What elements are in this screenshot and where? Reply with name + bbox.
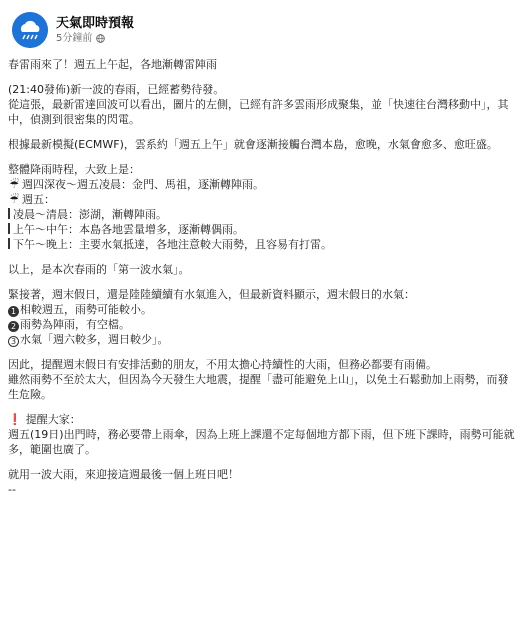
post-headline: 春雷雨來了！週五上午起，各地漸轉雷陣雨 bbox=[8, 58, 217, 71]
schedule-subitem-text: 上午～中午：本島各地雲量增多，逐漸轉偶雨。 bbox=[13, 223, 244, 236]
schedule-subitem bbox=[8, 237, 518, 252]
avatar[interactable] bbox=[12, 12, 48, 48]
text-line: (21:40發佈)新一波的春雨，已經蓄勢待發。 bbox=[8, 83, 225, 96]
timestamp-row bbox=[56, 32, 134, 46]
paragraph-closing bbox=[8, 467, 518, 497]
schedule-subitem bbox=[8, 222, 518, 237]
page-name-link[interactable]: 天氣即時預報 bbox=[56, 15, 135, 31]
bullet-bar bbox=[8, 223, 10, 234]
bullet-bar bbox=[8, 208, 10, 219]
reminder-title: 提醒大家： bbox=[25, 413, 81, 426]
text-line: 因此，提醒週末假日有安排活動的朋友，不用太擔心持續性的大雨，但務必都要有雨備。 bbox=[8, 358, 437, 371]
paragraph-radar bbox=[8, 82, 518, 127]
weekend-item bbox=[8, 332, 518, 347]
weekend-item bbox=[8, 302, 518, 317]
weather-cloud-rain-icon bbox=[12, 12, 48, 48]
text-line: 雖然雨勢不至於太大，但因為今天發生大地震，提醒「盡可能避免上山」，以免土石鬆動加上雨勢，而發生危險。 bbox=[8, 373, 509, 401]
number-badge: 3 bbox=[8, 336, 19, 347]
paragraph-reminder-weekend bbox=[8, 357, 518, 402]
weekend-item bbox=[8, 317, 518, 332]
reminder-text: 週五(19日)出門時，務必要帶上雨傘，因為上班上課還不定每個地方都下雨，但下班下課時，雨勢可能就多，範圍也廣了。 bbox=[8, 428, 515, 456]
exclamation-icon: ❗ bbox=[8, 413, 22, 426]
schedule-item bbox=[8, 192, 518, 207]
cloud-rain-icon: ☔ bbox=[9, 193, 19, 206]
weekend-item-text: 相較週五，雨勢可能較小。 bbox=[20, 303, 152, 316]
cloud-rain-icon: ☔ bbox=[9, 178, 19, 191]
globe-icon[interactable] bbox=[96, 34, 105, 43]
paragraph-reminder bbox=[8, 412, 518, 457]
weekend-item-text: 雨勢為陣雨，有空檔。 bbox=[20, 318, 130, 331]
timestamp-link[interactable]: 5分鐘前 bbox=[56, 32, 93, 44]
closing-text: 就用一波大雨，來迎接這週最後一個上班日吧！ bbox=[8, 468, 239, 481]
post-header bbox=[12, 8, 134, 52]
bullet-bar bbox=[8, 238, 10, 249]
schedule-item bbox=[8, 177, 518, 192]
schedule-subitem bbox=[8, 207, 518, 222]
schedule-intro: 整體降雨時程，大致上是： bbox=[8, 163, 140, 176]
post-body bbox=[8, 57, 518, 507]
paragraph-model: 根據最新模擬(ECMWF)，雲系約「週五上午」就會逐漸接觸台灣本島，愈晚，水氣會愈多、愈旺盛。 bbox=[8, 138, 498, 151]
weekend-intro: 緊接著，週末假日，還是陸陸續續有水氣進入，但最新資料顯示，週末假日的水氣： bbox=[8, 288, 415, 301]
number-badge: 1 bbox=[8, 306, 19, 317]
schedule-item-text: 週五： bbox=[22, 193, 55, 206]
post-meta bbox=[56, 15, 134, 46]
paragraph-weekend bbox=[8, 287, 518, 347]
text-line: 從這張，最新雷達回波可以看出，圖片的左側，已經有許多雲雨形成聚集，並「快速往台灣移動中」，其中，偵測到很密集的閃電。 bbox=[8, 98, 509, 126]
paragraph-first-wave: 以上，是本次春雨的「第一波水氣」。 bbox=[8, 263, 190, 276]
schedule-subitem-text: 下午～晚上：主要水氣抵達，各地注意較大雨勢，且容易有打雷。 bbox=[13, 238, 332, 251]
weekend-item-text: 水氣「週六較多，週日較少」。 bbox=[20, 333, 169, 346]
schedule-subitem-text: 凌晨～清晨：澎湖，漸轉陣雨。 bbox=[13, 208, 167, 221]
schedule-item-text: 週四深夜～週五凌晨：金門、馬祖，逐漸轉陣雨。 bbox=[22, 178, 264, 191]
number-badge: 2 bbox=[8, 321, 19, 332]
reminder-title-row bbox=[8, 412, 518, 427]
signature: -- bbox=[8, 483, 16, 496]
paragraph-schedule bbox=[8, 162, 518, 252]
